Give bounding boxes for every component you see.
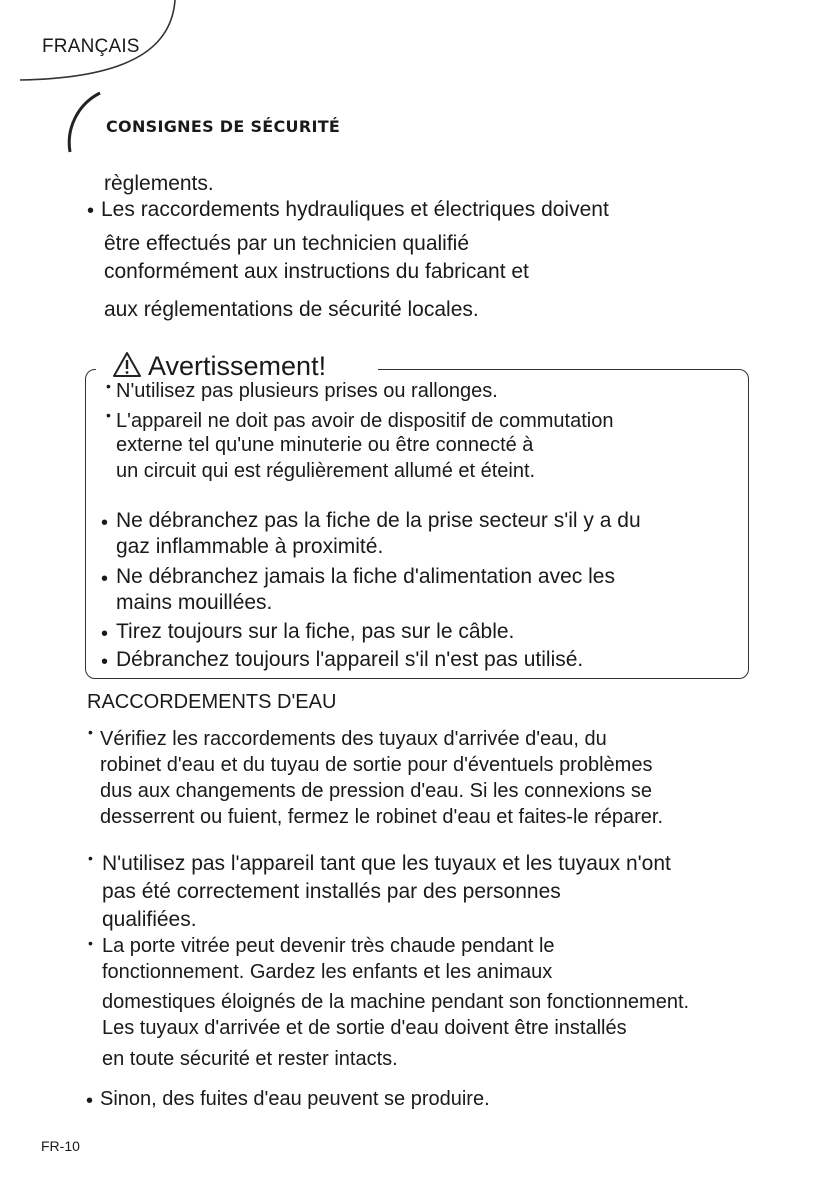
section-title: CONSIGNES DE SÉCURITÉ (106, 117, 341, 136)
bullet-dot: • (101, 512, 109, 534)
language-label: FRANÇAIS (42, 36, 140, 57)
bullet-dot: • (86, 1090, 94, 1112)
bullet-dot: • (88, 724, 93, 740)
warning-line: N'utilisez pas plusieurs prises ou rallonges. (116, 380, 498, 402)
bullet-dot: • (88, 850, 93, 866)
bullet-dot: • (106, 378, 111, 394)
water-line: qualifiées. (102, 908, 197, 931)
warning-line: Ne débranchez jamais la fiche d'alimentation avec les (116, 565, 615, 588)
water-line: N'utilisez pas l'appareil tant que les tuyaux et les tuyaux n'ont (102, 852, 671, 875)
bullet-dot: • (101, 623, 109, 645)
intro-continuation: règlements. (104, 172, 214, 195)
water-connections-heading: RACCORDEMENTS D'EAU (87, 691, 337, 713)
water-line: en toute sécurité et rester intacts. (102, 1048, 398, 1070)
intro-line: aux réglementations de sécurité locales. (104, 298, 479, 321)
intro-line: Les raccordements hydrauliques et électriques doivent (101, 198, 609, 221)
water-line: Les tuyaux d'arrivée et de sortie d'eau doivent être installés (102, 1017, 627, 1039)
water-line: pas été correctement installés par des personnes (102, 880, 561, 903)
water-line: domestiques éloignés de la machine pendant son fonctionnement. (102, 991, 690, 1013)
warning-line: externe tel qu'une minuterie ou être connecté à (116, 434, 534, 456)
warning-title: Avertissement! (148, 351, 327, 381)
warning-line: Tirez toujours sur la fiche, pas sur le câble. (116, 620, 515, 643)
warning-line: Débranchez toujours l'appareil s'il n'est pas utilisé. (116, 648, 584, 671)
water-line: fonctionnement. Gardez les enfants et les animaux (102, 961, 553, 983)
intro-line: être effectués par un technicien qualifié (104, 232, 470, 255)
warning-line: mains mouillées. (116, 591, 273, 614)
warning-line: L'appareil ne doit pas avoir de dispositif de commutation (116, 410, 614, 432)
bullet-dot: • (87, 200, 95, 222)
warning-line: un circuit qui est régulièrement allumé et éteint. (116, 460, 536, 482)
bullet-dot: • (101, 651, 109, 673)
water-line: desserrent ou fuient, fermez le robinet d'eau et faites-le réparer. (100, 806, 664, 828)
bullet-dot: • (106, 407, 111, 423)
warning-line: gaz inflammable à proximité. (116, 535, 384, 558)
water-line: Sinon, des fuites d'eau peuvent se produire. (100, 1088, 490, 1110)
water-line: robinet d'eau et du tuyau de sortie pour d'éventuels problèmes (100, 754, 653, 776)
header-curve-decoration (0, 0, 839, 170)
bullet-dot: • (88, 935, 93, 951)
water-line: dus aux changements de pression d'eau. Si les connexions se (100, 780, 652, 802)
water-line: Vérifiez les raccordements des tuyaux d'arrivée d'eau, du (100, 728, 607, 750)
water-line: La porte vitrée peut devenir très chaude pendant le (102, 935, 555, 957)
warning-line: Ne débranchez pas la fiche de la prise secteur s'il y a du (116, 509, 641, 532)
page-number: FR-10 (41, 1138, 80, 1154)
warning-triangle-icon (112, 351, 142, 378)
intro-line: conformément aux instructions du fabricant et (104, 260, 529, 283)
bullet-dot: • (101, 568, 109, 590)
